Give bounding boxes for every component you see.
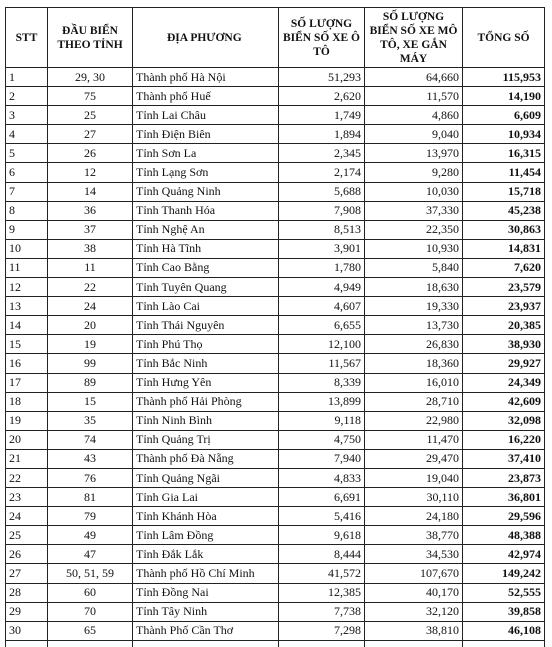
cell-stt: 2: [6, 87, 48, 106]
table-row: [6, 468, 545, 487]
cell-locality: Tỉnh Cao Bằng: [133, 258, 279, 277]
cell-car-count: 4,833: [279, 468, 365, 487]
cell-motorbike-count: 19,330: [365, 297, 463, 316]
cell-plate-code: 60: [48, 583, 133, 602]
cell-car-count: 3,901: [279, 239, 365, 258]
cell-plate-code: 47: [48, 545, 133, 564]
cell-total: 6,609: [463, 106, 545, 125]
cell-motorbike-count: 26,830: [365, 335, 463, 354]
cell-stt: 23: [6, 488, 48, 507]
cell-total: 42,609: [463, 392, 545, 411]
cell-plate-code: 26: [48, 144, 133, 163]
cell-partial: [365, 640, 463, 647]
cell-stt: 17: [6, 373, 48, 392]
cell-car-count: 8,444: [279, 545, 365, 564]
cell-locality: Tỉnh Thái Nguyên: [133, 316, 279, 335]
table-row: [6, 316, 545, 335]
cell-total: 23,873: [463, 468, 545, 487]
cell-total: 149,242: [463, 564, 545, 583]
cell-motorbike-count: 34,530: [365, 545, 463, 564]
cell-car-count: 1,749: [279, 106, 365, 125]
cell-locality: Tỉnh Lâm Đồng: [133, 526, 279, 545]
cell-plate-code: 74: [48, 430, 133, 449]
header-row: [6, 8, 545, 68]
cell-car-count: 51,293: [279, 68, 365, 87]
cell-car-count: 5,416: [279, 507, 365, 526]
cell-locality: Tỉnh Tuyên Quang: [133, 278, 279, 297]
cell-stt: 12: [6, 278, 48, 297]
cell-motorbike-count: 11,570: [365, 87, 463, 106]
cell-total: 42,974: [463, 545, 545, 564]
cell-plate-code: 79: [48, 507, 133, 526]
cell-plate-code: 35: [48, 411, 133, 430]
cell-stt: 4: [6, 125, 48, 144]
cell-total: 45,238: [463, 201, 545, 220]
cell-stt: 11: [6, 258, 48, 277]
cell-stt: 21: [6, 449, 48, 468]
table-row: [6, 87, 545, 106]
cell-total: 14,831: [463, 239, 545, 258]
cell-stt: 15: [6, 335, 48, 354]
cell-car-count: 4,607: [279, 297, 365, 316]
cell-car-count: 9,118: [279, 411, 365, 430]
cell-car-count: 7,298: [279, 621, 365, 640]
cell-car-count: 6,655: [279, 316, 365, 335]
cell-motorbike-count: 19,040: [365, 468, 463, 487]
cell-stt: 9: [6, 220, 48, 239]
cell-locality: Tỉnh Phú Thọ: [133, 335, 279, 354]
cell-car-count: 12,385: [279, 583, 365, 602]
cell-locality: Tỉnh Tây Ninh: [133, 602, 279, 621]
cell-motorbike-count: 40,170: [365, 583, 463, 602]
cell-locality: Tỉnh Hưng Yên: [133, 373, 279, 392]
cell-motorbike-count: 29,470: [365, 449, 463, 468]
table-row: [6, 526, 545, 545]
cell-locality: Tỉnh Đắk Lắk: [133, 545, 279, 564]
table-body: [6, 68, 545, 647]
cell-total: 14,190: [463, 87, 545, 106]
cell-locality: Tỉnh Khánh Hòa: [133, 507, 279, 526]
cell-plate-code: 70: [48, 602, 133, 621]
cell-partial: [463, 640, 545, 647]
cell-locality: Tỉnh Quảng Ninh: [133, 182, 279, 201]
cell-stt: 27: [6, 564, 48, 583]
cell-locality: Tỉnh Thanh Hóa: [133, 201, 279, 220]
cell-car-count: 8,513: [279, 220, 365, 239]
table-row: [6, 258, 545, 277]
cell-total: 16,220: [463, 430, 545, 449]
table-row: [6, 335, 545, 354]
cell-total: 29,596: [463, 507, 545, 526]
cell-plate-code: 75: [48, 87, 133, 106]
table-row: [6, 602, 545, 621]
cell-plate-code: 89: [48, 373, 133, 392]
cell-car-count: 12,100: [279, 335, 365, 354]
table-row: [6, 507, 545, 526]
cell-partial: [279, 640, 365, 647]
table-header: [6, 8, 545, 68]
header-total: TỔNG SỐ: [463, 8, 545, 68]
cell-plate-code: 36: [48, 201, 133, 220]
cell-stt: 28: [6, 583, 48, 602]
cell-locality: Tỉnh Ninh Bình: [133, 411, 279, 430]
cell-stt: 13: [6, 297, 48, 316]
cell-total: 52,555: [463, 583, 545, 602]
cell-motorbike-count: 5,840: [365, 258, 463, 277]
cell-motorbike-count: 13,970: [365, 144, 463, 163]
table-row: [6, 583, 545, 602]
cell-plate-code: 50, 51, 59: [48, 564, 133, 583]
header-motorbikes: SỐ LƯỢNG BIỂN SỐ XE MÔ TÔ, XE GẮN MÁY: [365, 8, 463, 68]
cell-total: 23,579: [463, 278, 545, 297]
header-cars: SỐ LƯỢNG BIỂN SỐ XE Ô TÔ: [279, 8, 365, 68]
table-row: [6, 106, 545, 125]
cell-motorbike-count: 38,770: [365, 526, 463, 545]
table-row: [6, 373, 545, 392]
cell-motorbike-count: 64,660: [365, 68, 463, 87]
table-row: [6, 430, 545, 449]
cell-car-count: 7,940: [279, 449, 365, 468]
cell-plate-code: 81: [48, 488, 133, 507]
cell-total: 37,410: [463, 449, 545, 468]
cell-locality: Tỉnh Đồng Nai: [133, 583, 279, 602]
cell-car-count: 41,572: [279, 564, 365, 583]
cell-locality: Tỉnh Lạng Sơn: [133, 163, 279, 182]
cell-stt: 22: [6, 468, 48, 487]
cell-plate-code: 20: [48, 316, 133, 335]
cell-locality: Tỉnh Sơn La: [133, 144, 279, 163]
plates-table: [5, 7, 545, 647]
cell-total: 23,937: [463, 297, 545, 316]
cell-car-count: 2,345: [279, 144, 365, 163]
cell-motorbike-count: 18,630: [365, 278, 463, 297]
table-row: [6, 144, 545, 163]
table-row: [6, 68, 545, 87]
cell-plate-code: 25: [48, 106, 133, 125]
cell-plate-code: 14: [48, 182, 133, 201]
cell-total: 115,953: [463, 68, 545, 87]
cell-plate-code: 37: [48, 220, 133, 239]
cell-car-count: 8,339: [279, 373, 365, 392]
header-stt: STT: [6, 8, 48, 68]
cell-partial: [6, 640, 48, 647]
cell-partial: [133, 640, 279, 647]
cell-stt: 5: [6, 144, 48, 163]
cell-total: 15,718: [463, 182, 545, 201]
table-row: [6, 545, 545, 564]
cell-locality: Tỉnh Nghệ An: [133, 220, 279, 239]
cell-locality: Thành phố Huế: [133, 87, 279, 106]
cell-car-count: 6,691: [279, 488, 365, 507]
cell-motorbike-count: 30,110: [365, 488, 463, 507]
cell-stt: 20: [6, 430, 48, 449]
table-row: [6, 125, 545, 144]
cell-car-count: 2,174: [279, 163, 365, 182]
table-row: [6, 182, 545, 201]
cell-motorbike-count: 16,010: [365, 373, 463, 392]
header-code: ĐẦU BIỂN THEO TỈNH: [48, 8, 133, 68]
cell-locality: Thành phố Hồ Chí Minh: [133, 564, 279, 583]
cell-partial: [48, 640, 133, 647]
cell-stt: 6: [6, 163, 48, 182]
cell-plate-code: 15: [48, 392, 133, 411]
table-row: [6, 621, 545, 640]
cell-car-count: 4,949: [279, 278, 365, 297]
cell-car-count: 5,688: [279, 182, 365, 201]
cell-car-count: 11,567: [279, 354, 365, 373]
cell-car-count: 9,618: [279, 526, 365, 545]
cell-plate-code: 22: [48, 278, 133, 297]
cell-motorbike-count: 22,980: [365, 411, 463, 430]
cell-stt: 3: [6, 106, 48, 125]
table-row: [6, 411, 545, 430]
cell-plate-code: 11: [48, 258, 133, 277]
cell-locality: Tỉnh Hà Tĩnh: [133, 239, 279, 258]
cell-motorbike-count: 38,810: [365, 621, 463, 640]
cell-total: 30,863: [463, 220, 545, 239]
cell-plate-code: 76: [48, 468, 133, 487]
cell-motorbike-count: 10,930: [365, 239, 463, 258]
cell-stt: 29: [6, 602, 48, 621]
table-row: [6, 449, 545, 468]
table-row: [6, 163, 545, 182]
cell-total: 36,801: [463, 488, 545, 507]
table-row: [6, 488, 545, 507]
cell-plate-code: 99: [48, 354, 133, 373]
cell-car-count: 7,738: [279, 602, 365, 621]
cell-plate-code: 43: [48, 449, 133, 468]
cell-total: 7,620: [463, 258, 545, 277]
cell-locality: Tỉnh Quảng Ngãi: [133, 468, 279, 487]
cell-plate-code: 38: [48, 239, 133, 258]
cell-stt: 19: [6, 411, 48, 430]
cell-plate-code: 65: [48, 621, 133, 640]
cell-stt: 25: [6, 526, 48, 545]
table-row: [6, 220, 545, 239]
cell-total: 10,934: [463, 125, 545, 144]
table-row: [6, 239, 545, 258]
cell-locality: Thành Phố Cần Thơ: [133, 621, 279, 640]
cell-stt: 1: [6, 68, 48, 87]
cell-stt: 8: [6, 201, 48, 220]
cell-motorbike-count: 10,030: [365, 182, 463, 201]
cell-total: 16,315: [463, 144, 545, 163]
cell-motorbike-count: 4,860: [365, 106, 463, 125]
cell-stt: 14: [6, 316, 48, 335]
cell-locality: Tỉnh Bắc Ninh: [133, 354, 279, 373]
cell-car-count: 1,780: [279, 258, 365, 277]
cell-car-count: 7,908: [279, 201, 365, 220]
cell-total: 48,388: [463, 526, 545, 545]
table-row: [6, 297, 545, 316]
cell-motorbike-count: 28,710: [365, 392, 463, 411]
cell-motorbike-count: 24,180: [365, 507, 463, 526]
cell-motorbike-count: 9,040: [365, 125, 463, 144]
cell-car-count: 4,750: [279, 430, 365, 449]
cell-locality: Thành phố Hà Nội: [133, 68, 279, 87]
cell-total: 39,858: [463, 602, 545, 621]
cell-stt: 16: [6, 354, 48, 373]
table-row: [6, 201, 545, 220]
cell-car-count: 13,899: [279, 392, 365, 411]
cell-locality: Thành phố Hải Phòng: [133, 392, 279, 411]
cell-locality: Tỉnh Lào Cai: [133, 297, 279, 316]
cell-stt: 10: [6, 239, 48, 258]
header-place: ĐỊA PHƯƠNG: [133, 8, 279, 68]
cell-car-count: 2,620: [279, 87, 365, 106]
table-row: [6, 392, 545, 411]
cell-motorbike-count: 22,350: [365, 220, 463, 239]
table-row: [6, 354, 545, 373]
cell-locality: Tỉnh Quảng Trị: [133, 430, 279, 449]
cell-stt: 24: [6, 507, 48, 526]
cell-car-count: 1,894: [279, 125, 365, 144]
cell-motorbike-count: 9,280: [365, 163, 463, 182]
cell-motorbike-count: 13,730: [365, 316, 463, 335]
cell-plate-code: 24: [48, 297, 133, 316]
cell-motorbike-count: 18,360: [365, 354, 463, 373]
table-row-partial: [6, 640, 545, 647]
cell-motorbike-count: 37,330: [365, 201, 463, 220]
cell-stt: 26: [6, 545, 48, 564]
cell-total: 38,930: [463, 335, 545, 354]
cell-total: 32,098: [463, 411, 545, 430]
cell-locality: Tỉnh Gia Lai: [133, 488, 279, 507]
cell-locality: Thành phố Đà Nẵng: [133, 449, 279, 468]
cell-motorbike-count: 11,470: [365, 430, 463, 449]
cell-plate-code: 29, 30: [48, 68, 133, 87]
cell-stt: 7: [6, 182, 48, 201]
cell-plate-code: 12: [48, 163, 133, 182]
cell-total: 11,454: [463, 163, 545, 182]
cell-motorbike-count: 107,670: [365, 564, 463, 583]
cell-stt: 30: [6, 621, 48, 640]
cell-total: 29,927: [463, 354, 545, 373]
table-row: [6, 278, 545, 297]
cell-total: 20,385: [463, 316, 545, 335]
cell-plate-code: 27: [48, 125, 133, 144]
cell-total: 46,108: [463, 621, 545, 640]
cell-stt: 18: [6, 392, 48, 411]
cell-total: 24,349: [463, 373, 545, 392]
cell-locality: Tỉnh Điện Biên: [133, 125, 279, 144]
cell-plate-code: 19: [48, 335, 133, 354]
table-row: [6, 564, 545, 583]
cell-motorbike-count: 32,120: [365, 602, 463, 621]
cell-locality: Tỉnh Lai Châu: [133, 106, 279, 125]
cell-plate-code: 49: [48, 526, 133, 545]
